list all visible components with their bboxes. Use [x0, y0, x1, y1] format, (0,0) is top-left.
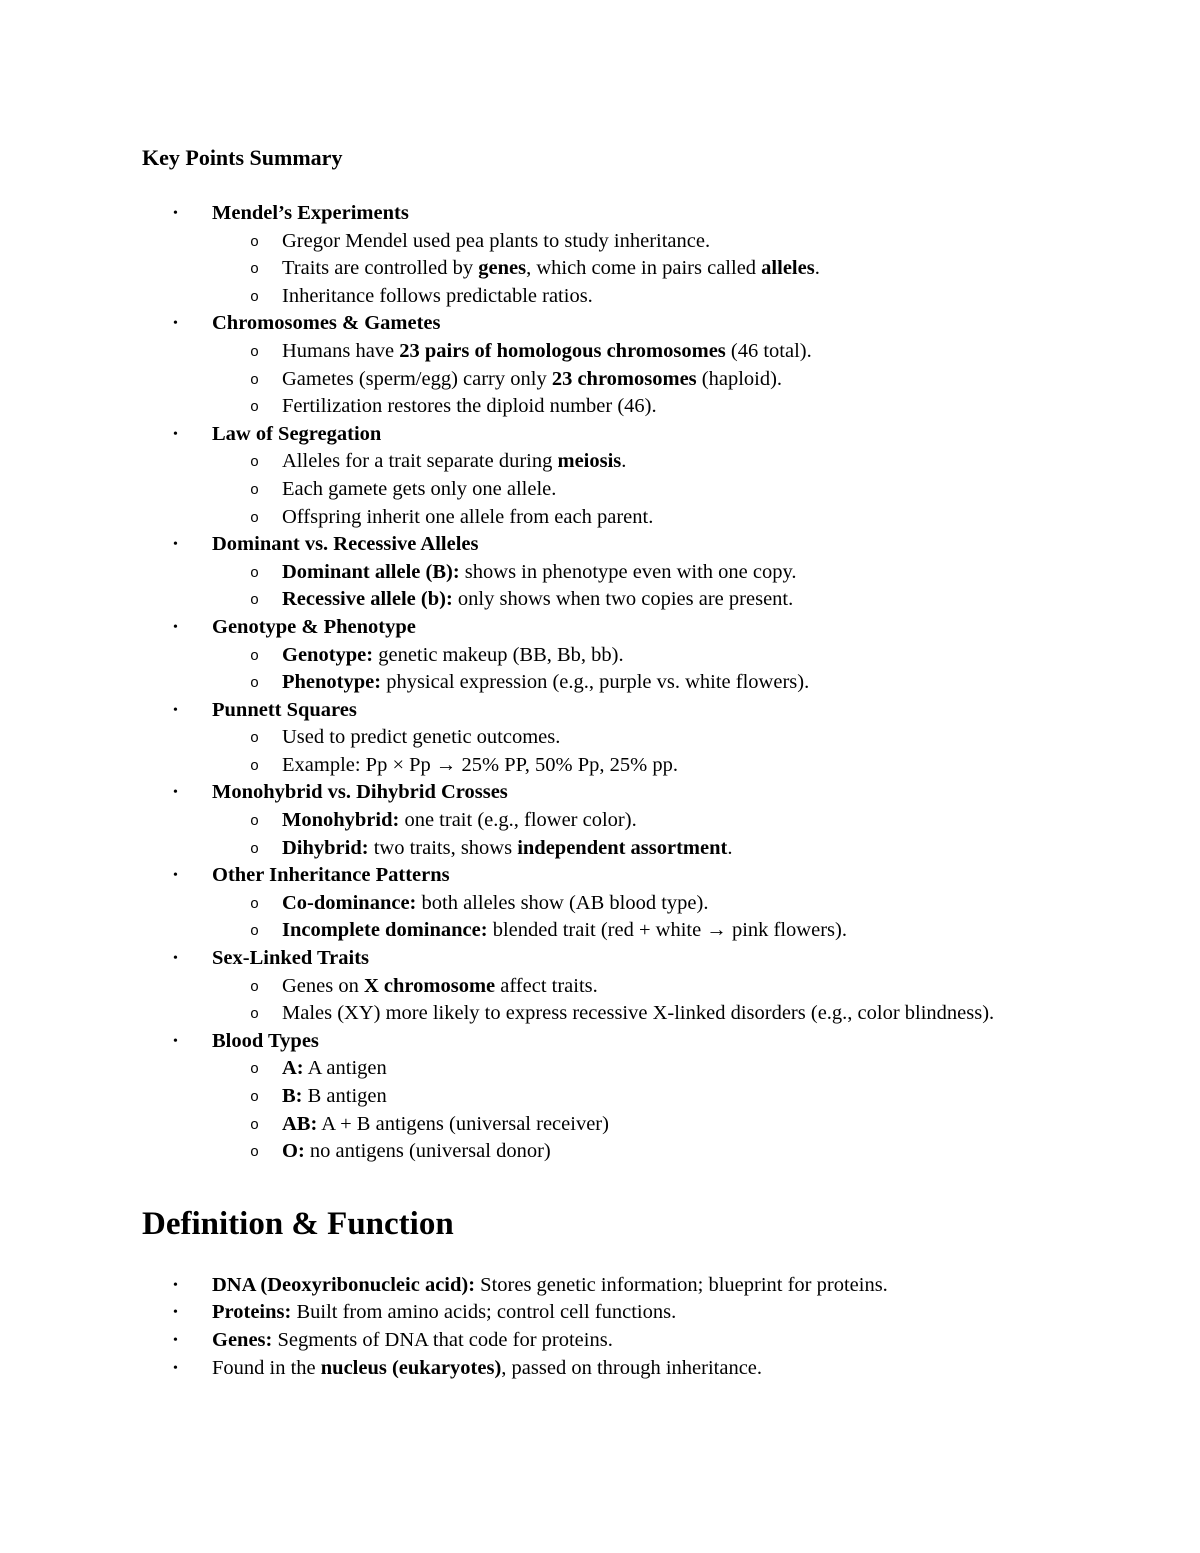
definition-item: [142, 1299, 1042, 1327]
bold-text: Incomplete dominance:: [282, 919, 488, 942]
sub-list-item: [212, 1083, 1042, 1111]
circle-bullet-icon: o: [250, 647, 260, 665]
sub-list-item: [212, 890, 1042, 918]
definition-list: [142, 1272, 1042, 1382]
circle-bullet-icon: o: [250, 592, 260, 610]
section-heading-line: [173, 200, 1042, 228]
sub-list-item: [212, 917, 1042, 945]
sub-list-item: [212, 448, 1042, 476]
bullet-icon: •: [173, 1305, 178, 1321]
section-heading-line: [173, 421, 1042, 449]
bullet-icon: •: [173, 1360, 178, 1376]
circle-bullet-icon: o: [250, 1061, 260, 1079]
list-item: [142, 697, 1042, 780]
bold-text: Phenotype:: [282, 671, 382, 694]
section-heading: Chromosomes & Gametes: [212, 312, 441, 335]
bullet-icon: •: [173, 316, 178, 332]
text-run: genetic makeup (BB, Bb, bb).: [373, 643, 624, 666]
text-run: only shows when two copies are present.: [452, 588, 794, 611]
text-run: Found in the: [212, 1356, 321, 1379]
circle-bullet-icon: o: [250, 1144, 260, 1162]
definition-item: [142, 1355, 1042, 1383]
sub-list-item: [212, 255, 1042, 283]
text-run: Males (XY) more likely to express recessive X-linked disorders (e.g., color blindness).: [282, 1002, 995, 1025]
circle-bullet-icon: o: [250, 233, 260, 251]
circle-bullet-icon: o: [250, 509, 260, 527]
section-heading-line: [173, 779, 1042, 807]
section-heading: Mendel’s Experiments: [212, 202, 409, 224]
circle-bullet-icon: o: [250, 454, 260, 472]
text-run: A antigen: [303, 1057, 387, 1080]
section-heading: Monohybrid vs. Dihybrid Crosses: [212, 781, 508, 804]
bullet-icon: •: [173, 206, 178, 221]
text-run: Segments of DNA that code for proteins.: [272, 1328, 613, 1351]
section-heading: Dominant vs. Recessive Alleles: [212, 533, 479, 556]
sub-list: [212, 559, 1042, 614]
sub-list-item: [212, 476, 1042, 504]
sub-list-item: [212, 1000, 1042, 1028]
circle-bullet-icon: o: [250, 261, 260, 279]
sub-list: [212, 807, 1042, 862]
circle-bullet-icon: o: [250, 675, 260, 693]
text-run: Alleles for a trait separate during: [282, 450, 558, 473]
text-run: (46 total).: [725, 339, 812, 362]
circle-bullet-icon: o: [250, 288, 260, 306]
bullet-icon: •: [173, 702, 178, 718]
bullet-icon: •: [173, 1033, 178, 1049]
sub-list-item: [212, 1111, 1042, 1139]
summary-title: Key Points Summary: [142, 145, 343, 170]
bold-text: Monohybrid:: [282, 809, 400, 832]
text-run: A + B antigens (universal receiver): [317, 1112, 609, 1135]
text-run: .: [727, 836, 733, 859]
circle-bullet-icon: o: [250, 1089, 260, 1106]
bullet-icon: •: [173, 785, 178, 801]
sub-list-item: [212, 586, 1042, 614]
bullet-icon: •: [173, 1277, 178, 1293]
bold-text: Dihybrid:: [282, 836, 369, 859]
sub-list-item: [212, 1055, 1042, 1083]
text-run: Fertilization restores the diploid number (46).: [282, 395, 657, 418]
sub-list-item: [212, 338, 1042, 366]
section-heading: Sex-Linked Traits: [212, 947, 370, 970]
sub-list: [212, 448, 1042, 531]
section-heading: Other Inheritance Patterns: [212, 864, 450, 887]
text-run: .: [621, 450, 627, 473]
sub-list-item: [212, 807, 1042, 835]
text-run: Inheritance follows predictable ratios.: [282, 284, 593, 307]
list-item: [142, 421, 1042, 531]
section-heading-line: [173, 945, 1042, 973]
bold-text: genes: [478, 257, 527, 280]
text-run: Built from amino acids; control cell functions.: [291, 1301, 677, 1324]
sub-list-item: [212, 973, 1042, 1001]
text-run: blended trait (red + white → pink flowers).: [487, 919, 847, 942]
bold-text: B:: [282, 1085, 303, 1107]
sub-list: [212, 973, 1042, 1028]
section-heading: Genotype & Phenotype: [212, 615, 416, 638]
circle-bullet-icon: o: [250, 895, 260, 913]
sub-list-item: [212, 835, 1042, 863]
circle-bullet-icon: o: [250, 1006, 260, 1024]
document-page: [142, 140, 1042, 1382]
bold-text: nucleus (eukaryotes): [320, 1356, 502, 1379]
text-run: B antigen: [302, 1085, 387, 1107]
text-run: Gregor Mendel used pea plants to study inheritance.: [282, 229, 711, 252]
text-run: Traits are controlled by: [282, 257, 479, 280]
text-run: physical expression (e.g., purple vs. white flowers).: [381, 671, 810, 694]
circle-bullet-icon: o: [250, 923, 260, 941]
circle-bullet-icon: o: [250, 481, 260, 499]
bold-text: alleles: [761, 257, 815, 280]
circle-bullet-icon: o: [250, 730, 260, 748]
bold-text: meiosis: [557, 450, 622, 473]
text-run: no antigens (universal donor): [304, 1140, 551, 1163]
bold-text: Genotype:: [282, 643, 374, 666]
bold-text: X chromosome: [363, 974, 496, 997]
list-item: [142, 614, 1042, 697]
sub-list-item: [212, 366, 1042, 394]
text-run: two traits, shows: [368, 836, 518, 859]
section-heading-line: [173, 614, 1042, 642]
section-heading-line: [173, 531, 1042, 559]
sub-list: [212, 1055, 1042, 1165]
bold-text: O:: [282, 1140, 305, 1163]
bold-text: Co-dominance:: [282, 891, 417, 914]
bullet-icon: •: [173, 537, 178, 553]
circle-bullet-icon: o: [250, 757, 260, 775]
text-run: , which come in pairs called: [526, 257, 762, 280]
text-run: Offspring inherit one allele from each parent.: [282, 505, 654, 528]
section-heading-line: [173, 1028, 1042, 1056]
text-run: Humans have: [282, 339, 400, 362]
circle-bullet-icon: o: [250, 399, 260, 417]
circle-bullet-icon: o: [250, 371, 260, 389]
list-item: [142, 310, 1042, 420]
bold-text: A:: [282, 1057, 304, 1080]
sub-list-item: [212, 283, 1042, 311]
list-item: [142, 862, 1042, 945]
text-run: , passed on through inheritance.: [501, 1356, 763, 1379]
section-heading: Punnett Squares: [212, 698, 357, 721]
circle-bullet-icon: o: [250, 840, 260, 858]
bullet-icon: •: [173, 1332, 178, 1348]
circle-bullet-icon: o: [250, 343, 260, 361]
text-run: affect traits.: [495, 974, 598, 997]
bold-text: 23 pairs of homologous chromosomes: [399, 339, 726, 362]
sub-list: [212, 338, 1042, 421]
text-run: Genes on: [282, 974, 364, 997]
list-item: [142, 945, 1042, 1028]
definition-title: Definition & Function: [142, 1205, 454, 1242]
definition-item: [142, 1272, 1042, 1300]
sub-list-item: [212, 504, 1042, 532]
list-item: [142, 779, 1042, 862]
text-run: Example: Pp × Pp → 25% PP, 50% Pp, 25% pp.: [282, 753, 678, 776]
circle-bullet-icon: o: [250, 564, 260, 582]
sub-list: [212, 890, 1042, 945]
bullet-icon: •: [173, 426, 178, 442]
definition-item: [142, 1327, 1042, 1355]
sub-list-item: [212, 669, 1042, 697]
bold-text: independent assortment: [517, 836, 728, 859]
bullet-icon: •: [173, 868, 178, 884]
sub-list-item: [212, 559, 1042, 587]
circle-bullet-icon: o: [250, 1116, 260, 1134]
text-run: both alleles show (AB blood type).: [416, 891, 709, 914]
key-points-list: [142, 200, 1042, 1166]
sub-list: [212, 228, 1042, 311]
sub-list-item: [212, 228, 1042, 256]
bold-text: Genes:: [212, 1328, 273, 1351]
bullet-icon: •: [173, 619, 178, 635]
bold-text: Proteins:: [212, 1301, 292, 1324]
circle-bullet-icon: o: [250, 978, 260, 996]
text-run: Stores genetic information; blueprint for proteins.: [475, 1273, 888, 1296]
bold-text: 23 chromosomes: [551, 367, 697, 390]
text-run: one trait (e.g., flower color).: [399, 809, 637, 832]
section-heading: Blood Types: [212, 1029, 319, 1052]
text-run: shows in phenotype even with one copy.: [459, 560, 797, 583]
sub-list-item: [212, 724, 1042, 752]
section-heading-line: [173, 697, 1042, 725]
sub-list-item: [212, 752, 1042, 780]
bullet-icon: •: [173, 951, 178, 967]
bold-text: Dominant allele (B):: [282, 560, 460, 583]
text-run: Used to predict genetic outcomes.: [282, 726, 561, 749]
text-run: Each gamete gets only one allele.: [282, 477, 557, 500]
sub-list-item: [212, 393, 1042, 421]
sub-list: [212, 642, 1042, 697]
bold-text: DNA (Deoxyribonucleic acid):: [212, 1273, 476, 1296]
text-run: .: [814, 257, 820, 280]
bold-text: AB:: [282, 1112, 318, 1135]
section-heading: Law of Segregation: [212, 422, 382, 445]
section-heading-line: [173, 862, 1042, 890]
circle-bullet-icon: o: [250, 813, 260, 831]
text-run: (haploid).: [696, 367, 783, 390]
section-heading-line: [173, 310, 1042, 338]
sub-list: [212, 724, 1042, 779]
bold-text: Recessive allele (b):: [282, 588, 453, 611]
sub-list-item: [212, 642, 1042, 670]
list-item: [142, 531, 1042, 614]
text-run: Gametes (sperm/egg) carry only: [282, 367, 552, 390]
list-item: [142, 1028, 1042, 1166]
list-item: [142, 200, 1042, 310]
sub-list-item: [212, 1138, 1042, 1166]
